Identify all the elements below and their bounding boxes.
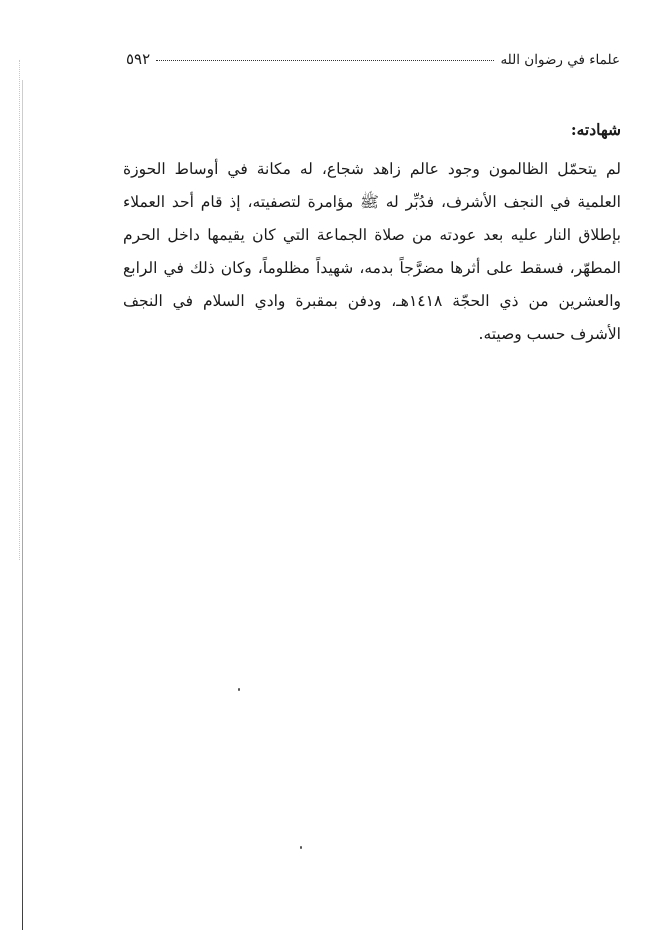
scan-speck — [300, 846, 302, 849]
section-heading: شهادته: — [570, 120, 621, 139]
header-dot-leader — [156, 59, 494, 61]
page-number: ٥٩٢ — [126, 50, 151, 68]
body-text — [123, 153, 621, 351]
paragraph: لم يتحمّل الظالمون وجود عالم زاهد شجاع، له مكانة في أوساط الحوزة العلمية في النجف الأشرف، فدُبِّر له ﷺ مؤامرة لتصفيته، إذ قام أحد العملاء بإطلاق النار عليه بعد عودته من صلاة الجماعة التي كان يقيمها داخل الحرم المطهّر، فسقط على أثرها مضرَّجاً بدمه، شهيداً مظلوماً، وكان ذلك في الرابع والعشرين من ذي الحجّة ١٤١٨هـ، ودفن بمقبرة وادي السلام في النجف الأشرف حسب وصيته. — [123, 160, 621, 343]
binding-edge-dots — [19, 60, 21, 560]
binding-edge-line — [22, 80, 23, 930]
scan-speck — [238, 688, 240, 691]
running-header-title: علماء في رضوان الله — [500, 52, 620, 68]
running-header — [126, 50, 620, 78]
